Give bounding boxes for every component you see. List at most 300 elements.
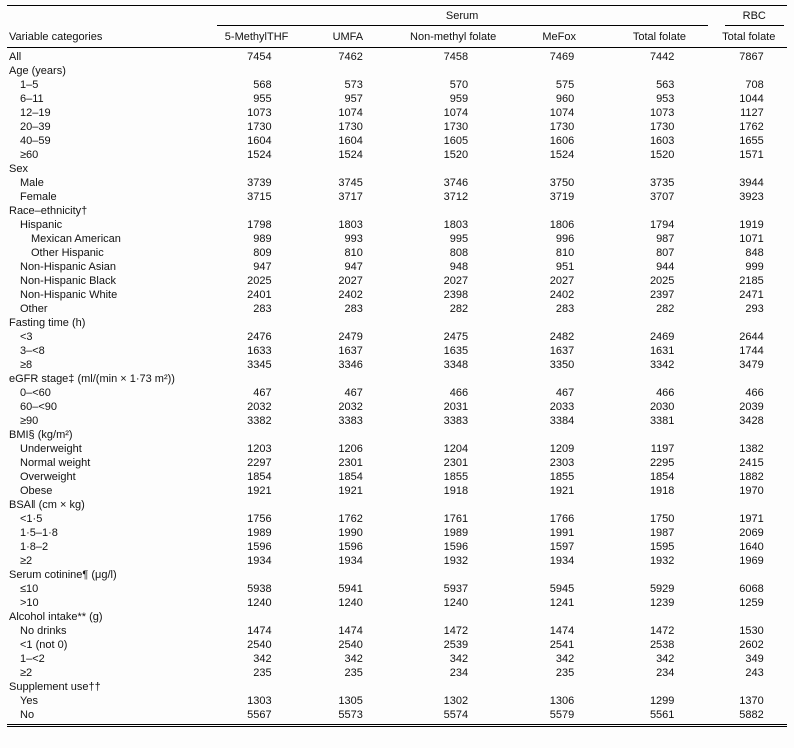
cell-value: 1730 xyxy=(338,121,363,133)
cell-value: 342 xyxy=(449,653,469,665)
cell-value: 951 xyxy=(555,261,575,273)
section-header-row xyxy=(7,498,787,512)
cell-value: 1635 xyxy=(443,345,469,357)
cell-value: 568 xyxy=(253,79,272,91)
cell-value xyxy=(299,680,396,694)
row-label: Other xyxy=(20,303,48,315)
cell-value: 1382 xyxy=(739,443,764,455)
cell-value: 1074 xyxy=(338,107,363,119)
variable-categories-header: Variable categories xyxy=(7,26,214,48)
cell-value: 1520 xyxy=(443,149,469,161)
table-row xyxy=(7,456,787,470)
cell-value: 2295 xyxy=(649,457,675,469)
cell-value: 3923 xyxy=(739,191,764,203)
cell-value: 1596 xyxy=(247,541,272,553)
cell-value xyxy=(711,498,787,512)
table-row xyxy=(7,330,787,344)
cell-value xyxy=(214,428,300,442)
cell-value: 947 xyxy=(344,261,363,273)
cell-value: 1302 xyxy=(443,695,469,707)
cell-value: 1631 xyxy=(649,345,675,357)
cell-value: 2602 xyxy=(739,639,764,651)
cell-value: 996 xyxy=(555,233,575,245)
table-row xyxy=(7,638,787,652)
cell-value: 955 xyxy=(253,93,272,105)
table-row xyxy=(7,148,787,162)
cell-value: 5882 xyxy=(739,709,764,721)
row-label: 1·8–2 xyxy=(20,541,49,553)
cell-value: 1766 xyxy=(549,513,575,525)
row-label: <3 xyxy=(20,331,33,343)
cell-value: 995 xyxy=(449,233,469,245)
table-row xyxy=(7,694,787,708)
serum-group-header xyxy=(214,6,711,27)
cell-value: 2479 xyxy=(338,331,363,343)
table-row xyxy=(7,554,787,568)
cell-value: 7458 xyxy=(443,51,469,63)
cell-value: 342 xyxy=(344,653,363,665)
cell-value: 1530 xyxy=(739,625,764,637)
cell-value: 960 xyxy=(555,93,575,105)
table-row xyxy=(7,386,787,400)
cell-value: 2031 xyxy=(443,401,469,413)
cell-value: 1730 xyxy=(649,121,675,133)
cell-value: 1921 xyxy=(338,485,363,497)
table-row xyxy=(7,358,787,372)
cell-value: 1472 xyxy=(649,625,675,637)
cell-value: 989 xyxy=(253,233,272,245)
cell-value: 563 xyxy=(656,79,675,91)
cell-value: 1761 xyxy=(443,513,469,525)
table-row xyxy=(7,92,787,106)
cell-value: 1969 xyxy=(739,555,764,567)
cell-value xyxy=(396,428,510,442)
cell-value: 1073 xyxy=(649,107,675,119)
table-row xyxy=(7,512,787,526)
cell-value: 1209 xyxy=(549,443,575,455)
table-row xyxy=(7,344,787,358)
cell-value xyxy=(608,568,710,582)
cell-value: 5937 xyxy=(443,583,469,595)
row-label: Yes xyxy=(20,695,38,707)
row-label: 3–<8 xyxy=(20,345,45,357)
cell-value xyxy=(608,680,710,694)
cell-value: 3348 xyxy=(443,359,469,371)
cell-value: 5573 xyxy=(338,709,363,721)
cell-value: 1932 xyxy=(443,555,469,567)
cell-value: 1240 xyxy=(443,597,469,609)
cell-value: 1854 xyxy=(338,471,363,483)
table-row xyxy=(7,302,787,316)
cell-value: 2039 xyxy=(739,401,764,413)
cell-value: 1474 xyxy=(338,625,363,637)
cell-value xyxy=(711,428,787,442)
cell-value: 1044 xyxy=(739,93,764,105)
cell-value: 1921 xyxy=(247,485,272,497)
cell-value: 1303 xyxy=(247,695,272,707)
cell-value: 1882 xyxy=(739,471,764,483)
cell-value: 2027 xyxy=(338,275,363,287)
cell-value: 993 xyxy=(344,233,363,245)
section-header-row xyxy=(7,428,787,442)
cell-value: 2297 xyxy=(247,457,272,469)
section-header-row xyxy=(7,204,787,218)
cell-value: 1524 xyxy=(247,149,272,161)
cell-value: 1524 xyxy=(338,149,363,161)
cell-value: 2185 xyxy=(739,275,764,287)
cell-value xyxy=(711,680,787,694)
group-header-row xyxy=(7,6,787,27)
cell-value xyxy=(711,204,787,218)
cell-value xyxy=(396,498,510,512)
cell-value: 1474 xyxy=(247,625,272,637)
cell-value xyxy=(510,610,608,624)
row-label: Hispanic xyxy=(20,219,63,231)
cell-value: 1605 xyxy=(443,135,469,147)
table-row xyxy=(7,218,787,232)
cell-value: 944 xyxy=(656,261,675,273)
cell-value: 5579 xyxy=(549,709,575,721)
table-row xyxy=(7,414,787,428)
cell-value: 1798 xyxy=(247,219,272,231)
cell-value xyxy=(299,498,396,512)
cell-value xyxy=(608,316,710,330)
cell-value: 342 xyxy=(555,653,575,665)
row-label: Non-Hispanic Asian xyxy=(20,261,116,273)
cell-value: 7469 xyxy=(549,51,575,63)
table-row xyxy=(7,120,787,134)
cell-value: 810 xyxy=(555,247,575,259)
cell-value: 467 xyxy=(344,387,363,399)
table-row xyxy=(7,484,787,498)
cell-value: 2402 xyxy=(338,289,363,301)
cell-value: 810 xyxy=(344,247,363,259)
cell-value: 2401 xyxy=(247,289,272,301)
cell-value xyxy=(214,680,300,694)
cell-value xyxy=(510,316,608,330)
cell-value: 2301 xyxy=(338,457,363,469)
cell-value: 1071 xyxy=(739,233,764,245)
cell-value: 1803 xyxy=(338,219,363,231)
cell-value xyxy=(608,498,710,512)
cell-value: 2032 xyxy=(338,401,363,413)
cell-value xyxy=(510,204,608,218)
cell-value: 1730 xyxy=(443,121,469,133)
section-header-row xyxy=(7,610,787,624)
cell-value: 1127 xyxy=(740,107,764,119)
cell-value xyxy=(608,204,710,218)
cell-value: 2469 xyxy=(649,331,675,343)
table-row xyxy=(7,246,787,260)
row-label: Normal weight xyxy=(20,457,91,469)
cell-value: 1606 xyxy=(549,135,575,147)
cell-value: 1970 xyxy=(739,485,764,497)
cell-value: 808 xyxy=(449,247,469,259)
cell-value: 3383 xyxy=(443,415,469,427)
row-label: 0–<60 xyxy=(20,387,51,399)
cell-value: 3345 xyxy=(247,359,272,371)
cell-value xyxy=(510,680,608,694)
table-row xyxy=(7,442,787,456)
cell-value xyxy=(396,204,510,218)
table-row xyxy=(7,78,787,92)
row-label: Non-Hispanic White xyxy=(20,289,118,301)
cell-value: 3428 xyxy=(739,415,764,427)
row-label: No xyxy=(20,709,35,721)
cell-value: 283 xyxy=(555,303,575,315)
cell-value: 1989 xyxy=(443,527,469,539)
cell-value: 1306 xyxy=(549,695,575,707)
cell-value: 5574 xyxy=(443,709,469,721)
cell-value xyxy=(711,316,787,330)
row-label: ≤10 xyxy=(20,583,39,595)
cell-value: 1472 xyxy=(443,625,469,637)
cell-value: 1637 xyxy=(549,345,575,357)
cell-value: 3382 xyxy=(247,415,272,427)
cell-value: 3350 xyxy=(549,359,575,371)
cell-value xyxy=(608,428,710,442)
cell-value: 2541 xyxy=(549,639,575,651)
cell-value: 1240 xyxy=(247,597,272,609)
row-label: 1–5 xyxy=(20,79,39,91)
table-body xyxy=(7,48,787,726)
cell-value: 2644 xyxy=(739,331,764,343)
row-label: Female xyxy=(20,191,57,203)
cell-value: 234 xyxy=(449,667,469,679)
cell-value: 1744 xyxy=(739,345,764,357)
row-label: <1 (not 0) xyxy=(20,639,68,651)
cell-value: 1918 xyxy=(649,485,675,497)
row-label: Sex xyxy=(9,163,28,175)
cell-value: 293 xyxy=(745,303,764,315)
cell-value: 5945 xyxy=(549,583,575,595)
cell-value xyxy=(510,64,608,78)
row-label: 1–<2 xyxy=(20,653,45,665)
row-label: Mexican American xyxy=(31,233,121,245)
row-label: Overweight xyxy=(20,471,76,483)
cell-value: 708 xyxy=(745,79,764,91)
cell-value: 342 xyxy=(253,653,272,665)
cell-value: 2303 xyxy=(549,457,575,469)
cell-value: 1204 xyxy=(443,443,469,455)
cell-value xyxy=(299,568,396,582)
cell-value: 1756 xyxy=(247,513,272,525)
cell-value: 1524 xyxy=(549,149,575,161)
cell-value: 1206 xyxy=(338,443,363,455)
cell-value: 1854 xyxy=(247,471,272,483)
cell-value xyxy=(608,162,710,176)
row-label: BSA‖ (cm × kg) xyxy=(9,499,85,511)
cell-value: 7462 xyxy=(338,51,363,63)
cell-value: 1919 xyxy=(739,219,764,231)
cell-value: 1203 xyxy=(247,443,272,455)
cell-value: 467 xyxy=(253,387,272,399)
cell-value: 3381 xyxy=(649,415,675,427)
section-header-row xyxy=(7,316,787,330)
cell-value: 1596 xyxy=(443,541,469,553)
cell-value xyxy=(299,204,396,218)
cell-value xyxy=(711,162,787,176)
cell-value: 2397 xyxy=(649,289,675,301)
cell-value: 2025 xyxy=(247,275,272,287)
cell-value: 1855 xyxy=(443,471,469,483)
cell-value: 1474 xyxy=(549,625,575,637)
cell-value: 3479 xyxy=(739,359,764,371)
cell-value: 570 xyxy=(449,79,469,91)
cell-value xyxy=(396,372,510,386)
cell-value: 1990 xyxy=(338,527,363,539)
section-header-row xyxy=(7,162,787,176)
table-row xyxy=(7,288,787,302)
cell-value: 1597 xyxy=(549,541,575,553)
cell-value: 948 xyxy=(449,261,469,273)
table-row xyxy=(7,400,787,414)
cell-value: 2415 xyxy=(739,457,764,469)
col-header-serum-total-folate: Total folate xyxy=(608,26,710,48)
cell-value xyxy=(214,372,300,386)
cell-value: 1299 xyxy=(649,695,675,707)
section-header-row xyxy=(7,568,787,582)
cell-value: 2476 xyxy=(247,331,272,343)
cell-value xyxy=(299,610,396,624)
cell-value: 235 xyxy=(344,667,363,679)
table-row xyxy=(7,540,787,554)
cell-value: 2033 xyxy=(549,401,575,413)
row-label: ≥60 xyxy=(20,149,39,161)
cell-value: 1604 xyxy=(338,135,363,147)
serum-group-label: Serum xyxy=(217,9,708,26)
cell-value: 1762 xyxy=(338,513,363,525)
cell-value xyxy=(711,64,787,78)
table-row xyxy=(7,274,787,288)
col-header-mefox: MeFox xyxy=(510,26,608,48)
cell-value: 1750 xyxy=(649,513,675,525)
cell-value: 1987 xyxy=(649,527,675,539)
cell-value xyxy=(711,568,787,582)
row-label: Fasting time (h) xyxy=(9,317,86,329)
cell-value: 466 xyxy=(449,387,469,399)
cell-value: 6068 xyxy=(739,583,764,595)
cell-value: 342 xyxy=(656,653,675,665)
cell-value: 1730 xyxy=(549,121,575,133)
cell-value: 2398 xyxy=(443,289,469,301)
cell-value: 282 xyxy=(449,303,469,315)
row-label: >10 xyxy=(20,597,39,609)
cell-value: 2030 xyxy=(649,401,675,413)
cell-value xyxy=(299,162,396,176)
cell-value: 2538 xyxy=(649,639,675,651)
cell-value: 1640 xyxy=(739,541,764,553)
cell-value: 235 xyxy=(555,667,575,679)
cell-value xyxy=(299,64,396,78)
table-row xyxy=(7,190,787,204)
cell-value: 953 xyxy=(656,93,675,105)
cell-value: 1637 xyxy=(338,345,363,357)
row-label: Serum cotinine¶ (μg/l) xyxy=(9,569,117,581)
col-header-5methylthf: 5-MethylTHF xyxy=(214,26,300,48)
row-label: ≥90 xyxy=(20,415,39,427)
cell-value: 2540 xyxy=(338,639,363,651)
rbc-group-header xyxy=(711,6,787,27)
cell-value: 1918 xyxy=(443,485,469,497)
cell-value xyxy=(396,568,510,582)
row-label: ≥8 xyxy=(20,359,33,371)
cell-value: 1370 xyxy=(739,695,764,707)
section-header-row xyxy=(7,64,787,78)
table-row xyxy=(7,260,787,274)
cell-value: 1803 xyxy=(443,219,469,231)
cell-value: 2027 xyxy=(549,275,575,287)
cell-value: 1934 xyxy=(549,555,575,567)
cell-value: 1855 xyxy=(549,471,575,483)
table-row xyxy=(7,666,787,680)
row-label: All xyxy=(9,51,22,63)
cell-value: 3745 xyxy=(338,177,363,189)
cell-value xyxy=(711,372,787,386)
row-label: Supplement use†† xyxy=(9,681,101,693)
cell-value: 2471 xyxy=(739,289,764,301)
cell-value: 575 xyxy=(555,79,575,91)
cell-value: 1259 xyxy=(739,597,764,609)
cell-value: 947 xyxy=(253,261,272,273)
cell-value: 809 xyxy=(253,247,272,259)
cell-value: 283 xyxy=(344,303,363,315)
cell-value: 1239 xyxy=(649,597,675,609)
column-header-row xyxy=(7,26,787,48)
cell-value: 2301 xyxy=(443,457,469,469)
cell-value: 283 xyxy=(253,303,272,315)
cell-value: 1730 xyxy=(247,121,272,133)
cell-value xyxy=(510,372,608,386)
cell-value: 1241 xyxy=(549,597,575,609)
cell-value xyxy=(711,610,787,624)
section-header-row xyxy=(7,680,787,694)
row-label: ≥2 xyxy=(20,667,33,679)
cell-value: 467 xyxy=(555,387,575,399)
cell-value: 1806 xyxy=(549,219,575,231)
cell-value xyxy=(214,316,300,330)
cell-value: 466 xyxy=(656,387,675,399)
cell-value: 1074 xyxy=(549,107,575,119)
table-row xyxy=(7,708,787,726)
cell-value: 1305 xyxy=(338,695,363,707)
cell-value: 5561 xyxy=(649,709,675,721)
row-label: Non-Hispanic Black xyxy=(20,275,116,287)
cell-value: 3717 xyxy=(338,191,363,203)
cell-value xyxy=(214,162,300,176)
table-row xyxy=(7,470,787,484)
row-label: Obese xyxy=(20,485,53,497)
cell-value: 3342 xyxy=(649,359,675,371)
cell-value: 282 xyxy=(656,303,675,315)
cell-value: 1989 xyxy=(247,527,272,539)
row-label: 60–<90 xyxy=(20,401,58,413)
col-header-umfa: UMFA xyxy=(299,26,396,48)
table-row xyxy=(7,526,787,540)
cell-value: 349 xyxy=(745,653,764,665)
cell-value: 1932 xyxy=(649,555,675,567)
cell-value: 2027 xyxy=(443,275,469,287)
cell-value: 3383 xyxy=(338,415,363,427)
cell-value: 3735 xyxy=(649,177,675,189)
col-header-rbc-total-folate: Total folate xyxy=(711,26,787,48)
cell-value: 1603 xyxy=(649,135,675,147)
section-header-row xyxy=(7,372,787,386)
row-label: Other Hispanic xyxy=(31,247,104,259)
cell-value: 7454 xyxy=(247,51,272,63)
cell-value: 7867 xyxy=(739,51,764,63)
row-label: BMI§ (kg/m²) xyxy=(9,429,73,441)
